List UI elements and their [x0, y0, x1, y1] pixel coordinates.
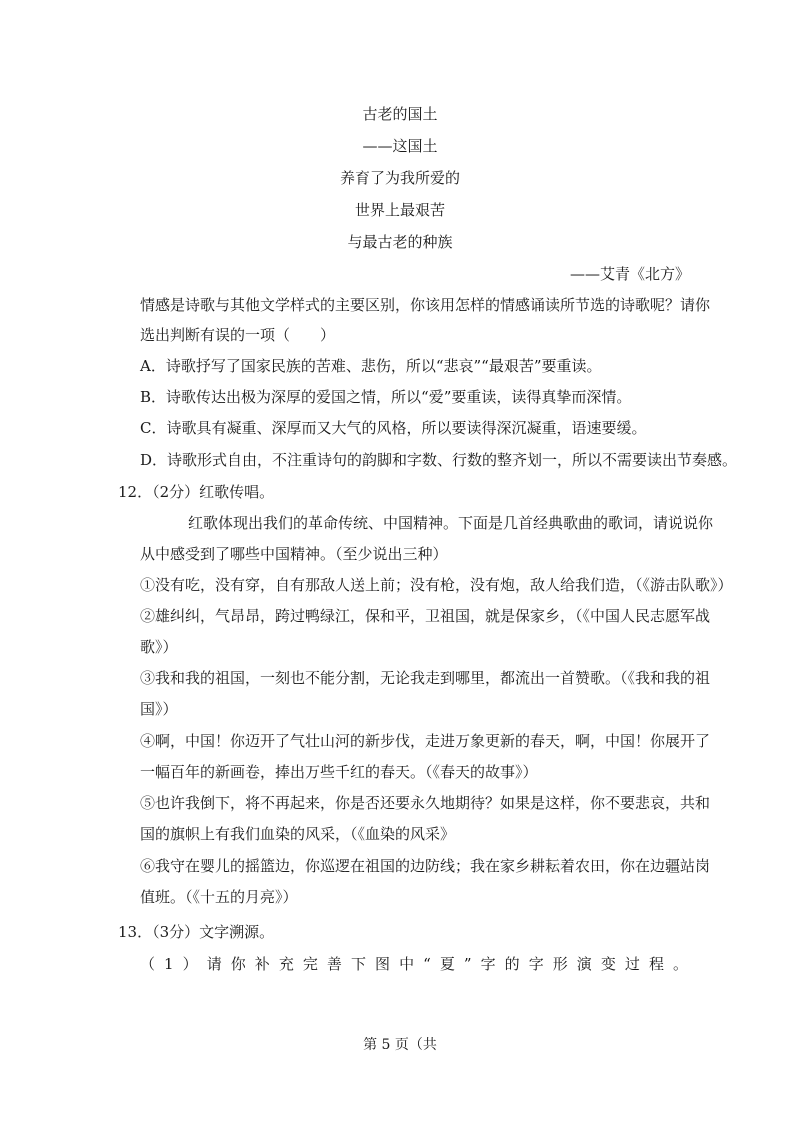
q11-stem-line-2: 选出判断有误的一项（ ） [140, 326, 336, 344]
q12-lyric-line: 国的旗帜上有我们血染的风采，（《血染的风采》 [140, 825, 456, 843]
q13-title: 13．（3分）文字溯源。 [118, 923, 275, 941]
q12-lyric-line: ③我和我的祖国，一刻也不能分割，无论我走到哪里，都流出一首赞歌。（《我和我的祖 [140, 669, 711, 687]
q11-option-b: B．诗歌传达出极为深厚的爱国之情，所以“爱”要重读，读得真挚而深情。 [140, 388, 632, 406]
poem-line-3: 养育了为我所爱的 [339, 169, 460, 187]
poem-attribution: ——艾青《北方》 [569, 265, 690, 283]
q12-lyric-line: ②雄纠纠，气昂昂，跨过鸭绿江，保和平，卫祖国，就是保家乡，（《中国人民志愿军战 [140, 607, 711, 625]
q11-stem-line-1: 情感是诗歌与其他文学样式的主要区别，你该用怎样的情感诵读所节选的诗歌呢？请你 [140, 296, 711, 314]
q12-lyric-line: ①没有吃，没有穿，自有那敌人送上前；没有枪，没有炮，敌人给我们造，（《游击队歌》） [140, 576, 733, 594]
poem-line-5: 与最古老的种族 [347, 233, 453, 251]
poem-line-4: 世界上最艰苦 [354, 201, 445, 219]
q12-lyric-line: ⑥我守在婴儿的摇篮边，你巡逻在祖国的边防线；我在家乡耕耘着农田，你在边疆站岗 [140, 857, 711, 875]
q12-intro-line-1: 红歌体现出我们的革命传统、中国精神。下面是几首经典歌曲的歌词，请说说你 [188, 514, 714, 532]
q12-intro-line-2: 从中感受到了哪些中国精神。（至少说出三种） [140, 545, 448, 563]
q12-title: 12．（2分）红歌传唱。 [118, 483, 275, 501]
q12-lyric-line: 值班。（《十五的月亮》） [140, 888, 298, 906]
poem-line-1: 古老的国土 [362, 105, 438, 123]
q12-lyric-line: ⑤也许我倒下，将不再起来，你是否还要永久地期待？如果是这样，你不要悲哀，共和 [140, 794, 711, 812]
q11-option-d: D．诗歌形式自由，不注重诗句的韵脚和字数、行数的整齐划一，所以不需要读出节奏感。 [140, 451, 738, 469]
q12-lyric-line: 一幅百年的新画卷，捧出万些千红的春天。（《春天的故事》） [140, 763, 538, 781]
q12-lyric-line: 歌》） [140, 638, 178, 656]
q11-option-a: A．诗歌抒写了国家民族的苦难、悲伤，所以“悲哀”“最艰苦”要重读。 [140, 357, 602, 375]
q12-lyric-line: ④啊，中国！你迈开了气壮山河的新步伐，走进万象更新的春天，啊，中国！你展开了 [140, 732, 711, 750]
q12-lyric-line: 国》） [140, 700, 178, 718]
q11-option-c: C．诗歌具有凝重、深厚而又大气的风格，所以要读得深沉凝重，语速要缓。 [140, 419, 647, 437]
poem-line-2: ——这国土 [362, 137, 438, 155]
q13-sub-question-1: （1）请你补充完善下图中“夏”字的字形演变过程。 [140, 955, 688, 973]
page-number-footer: 第 5 页（共 [363, 1037, 437, 1053]
